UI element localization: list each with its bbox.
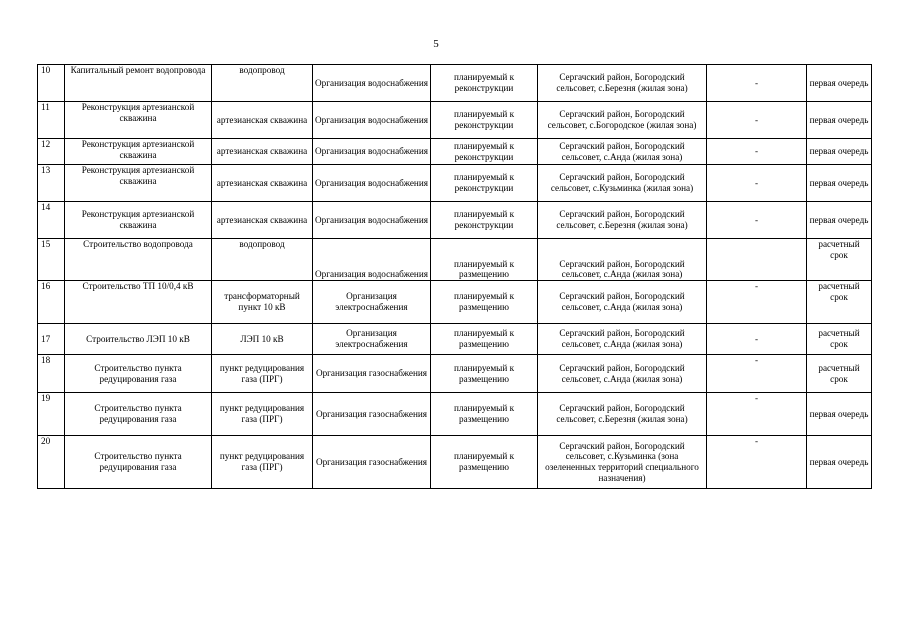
row-number: 20 [38,436,65,489]
objects-table [37,64,872,489]
object-term: первая очередь [807,393,872,436]
object-name: Реконструкция артезианской скважина [65,202,212,239]
object-zone: - [707,281,807,324]
object-term: расчетный срок [807,355,872,393]
table-row [38,65,872,102]
object-term: первая очередь [807,202,872,239]
page-number: 5 [433,38,439,50]
object-status: планируемый к размещению [431,355,538,393]
object-name: Реконструкция артезианской скважина [65,102,212,139]
object-term: первая очередь [807,65,872,102]
row-number: 15 [38,239,65,281]
row-number: 11 [38,102,65,139]
object-status: планируемый к размещению [431,436,538,489]
object-purpose: Организация водоснабжения [313,202,431,239]
object-type: пункт редуцирования газа (ПРГ) [212,355,313,393]
object-type: артезианская скважина [212,102,313,139]
table-row [38,393,872,436]
object-location: Сергачский район, Богородский сельсовет, с.Анда (жилая зона) [538,239,707,281]
object-status: планируемый к реконструкции [431,165,538,202]
object-term: первая очередь [807,436,872,489]
object-purpose: Организация водоснабжения [313,165,431,202]
object-zone: - [707,102,807,139]
object-location: Сергачский район, Богородский сельсовет, с.Березня (жилая зона) [538,393,707,436]
object-purpose: Организация водоснабжения [313,102,431,139]
table-row [38,139,872,165]
object-purpose: Организация водоснабжения [313,65,431,102]
object-type: ЛЭП 10 кВ [212,324,313,355]
object-location: Сергачский район, Богородский сельсовет, с.Анда (жилая зона) [538,324,707,355]
object-zone: - [707,355,807,393]
object-location: Сергачский район, Богородский сельсовет, с.Анда (жилая зона) [538,139,707,165]
table-row [38,202,872,239]
object-term: первая очередь [807,139,872,165]
object-name: Строительство ЛЭП 10 кВ [65,324,212,355]
table-row [38,102,872,139]
object-term: первая очередь [807,102,872,139]
object-location: Сергачский район, Богородский сельсовет, с.Богородское (жилая зона) [538,102,707,139]
table-row [38,324,872,355]
object-zone: - [707,202,807,239]
row-number: 14 [38,202,65,239]
object-name: Строительство пункта редуцирования газа [65,355,212,393]
object-name: Реконструкция артезианской скважина [65,139,212,165]
object-purpose: Организация газоснабжения [313,436,431,489]
object-status: планируемый к реконструкции [431,102,538,139]
object-name: Капитальный ремонт водопровода [65,65,212,102]
object-zone: - [707,65,807,102]
row-number: 16 [38,281,65,324]
object-name: Строительство ТП 10/0,4 кВ [65,281,212,324]
row-number: 18 [38,355,65,393]
row-number: 10 [38,65,65,102]
row-number: 17 [38,324,65,355]
object-status: планируемый к реконструкции [431,139,538,165]
object-zone [707,239,807,281]
object-location: Сергачский район, Богородский сельсовет, с.Березня (жилая зона) [538,65,707,102]
object-purpose: Организация электроснабжения [313,281,431,324]
object-term: первая очередь [807,165,872,202]
object-status: планируемый к размещению [431,393,538,436]
object-purpose: Организация электроснабжения [313,324,431,355]
object-status: планируемый к размещению [431,239,538,281]
object-zone: - [707,165,807,202]
object-name: Строительство пункта редуцирования газа [65,393,212,436]
object-type: водопровод [212,65,313,102]
object-location: Сергачский район, Богородский сельсовет, с.Анда (жилая зона) [538,355,707,393]
object-purpose: Организация водоснабжения [313,239,431,281]
object-location: Сергачский район, Богородский сельсовет, с.Кузьминка (зона озелененных территорий специального назначения) [538,436,707,489]
object-zone: - [707,436,807,489]
object-zone: - [707,393,807,436]
object-term: расчетный срок [807,239,872,281]
object-type: пункт редуцирования газа (ПРГ) [212,393,313,436]
table-row [38,239,872,281]
table-row [38,355,872,393]
row-number: 19 [38,393,65,436]
object-type: артезианская скважина [212,139,313,165]
row-number: 12 [38,139,65,165]
object-term: расчетный срок [807,281,872,324]
table-row [38,436,872,489]
object-purpose: Организация газоснабжения [313,355,431,393]
object-name: Реконструкция артезианской скважина [65,165,212,202]
object-type: артезианская скважина [212,165,313,202]
row-number: 13 [38,165,65,202]
table-row [38,281,872,324]
object-status: планируемый к размещению [431,324,538,355]
object-term: расчетный срок [807,324,872,355]
object-location: Сергачский район, Богородский сельсовет, с.Березня (жилая зона) [538,202,707,239]
object-purpose: Организация газоснабжения [313,393,431,436]
object-status: планируемый к размещению [431,281,538,324]
object-type: артезианская скважина [212,202,313,239]
object-status: планируемый к реконструкции [431,202,538,239]
object-type: водопровод [212,239,313,281]
object-zone: - [707,324,807,355]
object-type: пункт редуцирования газа (ПРГ) [212,436,313,489]
object-zone: - [707,139,807,165]
object-name: Строительство пункта редуцирования газа [65,436,212,489]
object-location: Сергачский район, Богородский сельсовет, с.Анда (жилая зона) [538,281,707,324]
object-status: планируемый к реконструкции [431,65,538,102]
object-type: трансформаторный пункт 10 кВ [212,281,313,324]
object-name: Строительство водопровода [65,239,212,281]
object-purpose: Организация водоснабжения [313,139,431,165]
object-location: Сергачский район, Богородский сельсовет, с.Кузьминка (жилая зона) [538,165,707,202]
table-row [38,165,872,202]
